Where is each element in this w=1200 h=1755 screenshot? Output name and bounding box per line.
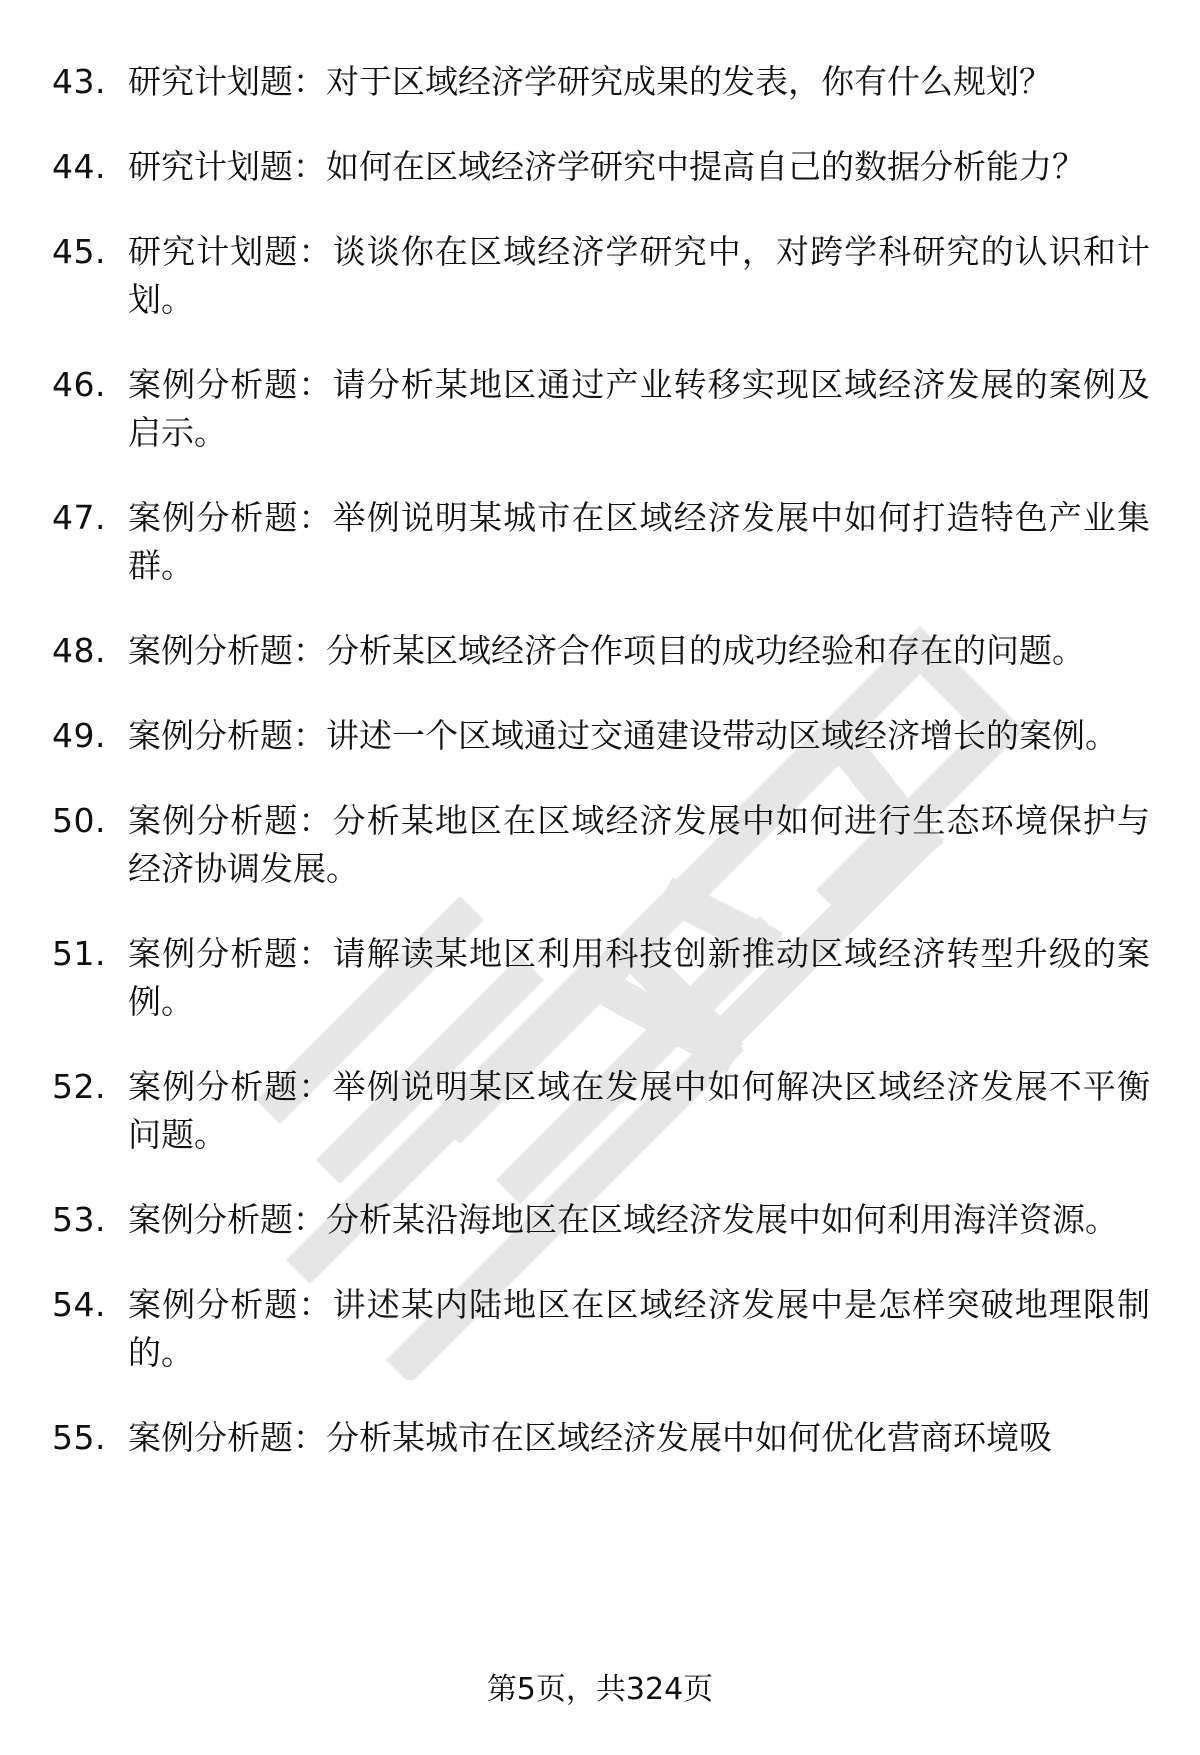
list-item (52, 712, 1152, 760)
list-item (52, 494, 1152, 590)
list-item (52, 143, 1152, 191)
question-text: 案例分析题：分析某区域经济合作项目的成功经验和存在的问题。 (128, 631, 1085, 670)
question-number: 49. (52, 716, 106, 755)
question-number: 55. (52, 1418, 106, 1457)
question-text: 案例分析题：讲述一个区域通过交通建设带动区域经济增长的案例。 (128, 716, 1118, 755)
question-text: 案例分析题：分析某沿海地区在区域经济发展中如何利用海洋资源。 (128, 1200, 1118, 1239)
question-number: 46. (52, 365, 106, 404)
question-number: 45. (52, 232, 106, 271)
question-number: 51. (52, 934, 106, 973)
question-text: 研究计划题：对于区域经济学研究成果的发表，你有什么规划？ (128, 62, 1052, 101)
question-text: 案例分析题：分析某城市在区域经济发展中如何优化营商环境吸 (128, 1418, 1052, 1457)
question-number: 54. (52, 1285, 106, 1324)
question-number: 53. (52, 1200, 106, 1239)
question-number: 48. (52, 631, 106, 670)
question-text: 案例分析题：讲述某内陆地区在区域经济发展中是怎样突破地理限制的。 (128, 1285, 1150, 1372)
question-text: 案例分析题：举例说明某区域在发展中如何解决区域经济发展不平衡问题。 (128, 1067, 1150, 1154)
question-number: 52. (52, 1067, 106, 1106)
list-item (52, 797, 1152, 893)
list-item (52, 58, 1152, 106)
question-list (52, 58, 1152, 1499)
list-item (52, 1196, 1152, 1244)
question-text: 案例分析题：分析某地区在区域经济发展中如何进行生态环境保护与经济协调发展。 (128, 801, 1150, 888)
question-number: 50. (52, 801, 106, 840)
list-item (52, 228, 1152, 324)
list-item (52, 930, 1152, 1026)
question-text: 研究计划题：如何在区域经济学研究中提高自己的数据分析能力？ (128, 147, 1085, 186)
list-item (52, 627, 1152, 675)
question-text: 研究计划题：谈谈你在区域经济学研究中，对跨学科研究的认识和计划。 (128, 232, 1150, 319)
question-text: 案例分析题：请解读某地区利用科技创新推动区域经济转型升级的案例。 (128, 934, 1150, 1021)
question-text: 案例分析题：请分析某地区通过产业转移实现区域经济发展的案例及启示。 (128, 365, 1150, 452)
list-item (52, 1063, 1152, 1159)
list-item (52, 1414, 1152, 1462)
page-footer: 第5页，共324页 (486, 1672, 714, 1707)
question-number: 47. (52, 498, 106, 537)
list-item (52, 1281, 1152, 1377)
list-item (52, 361, 1152, 457)
question-text: 案例分析题：举例说明某城市在区域经济发展中如何打造特色产业集群。 (128, 498, 1150, 585)
question-number: 44. (52, 147, 106, 186)
question-number: 43. (52, 62, 106, 101)
